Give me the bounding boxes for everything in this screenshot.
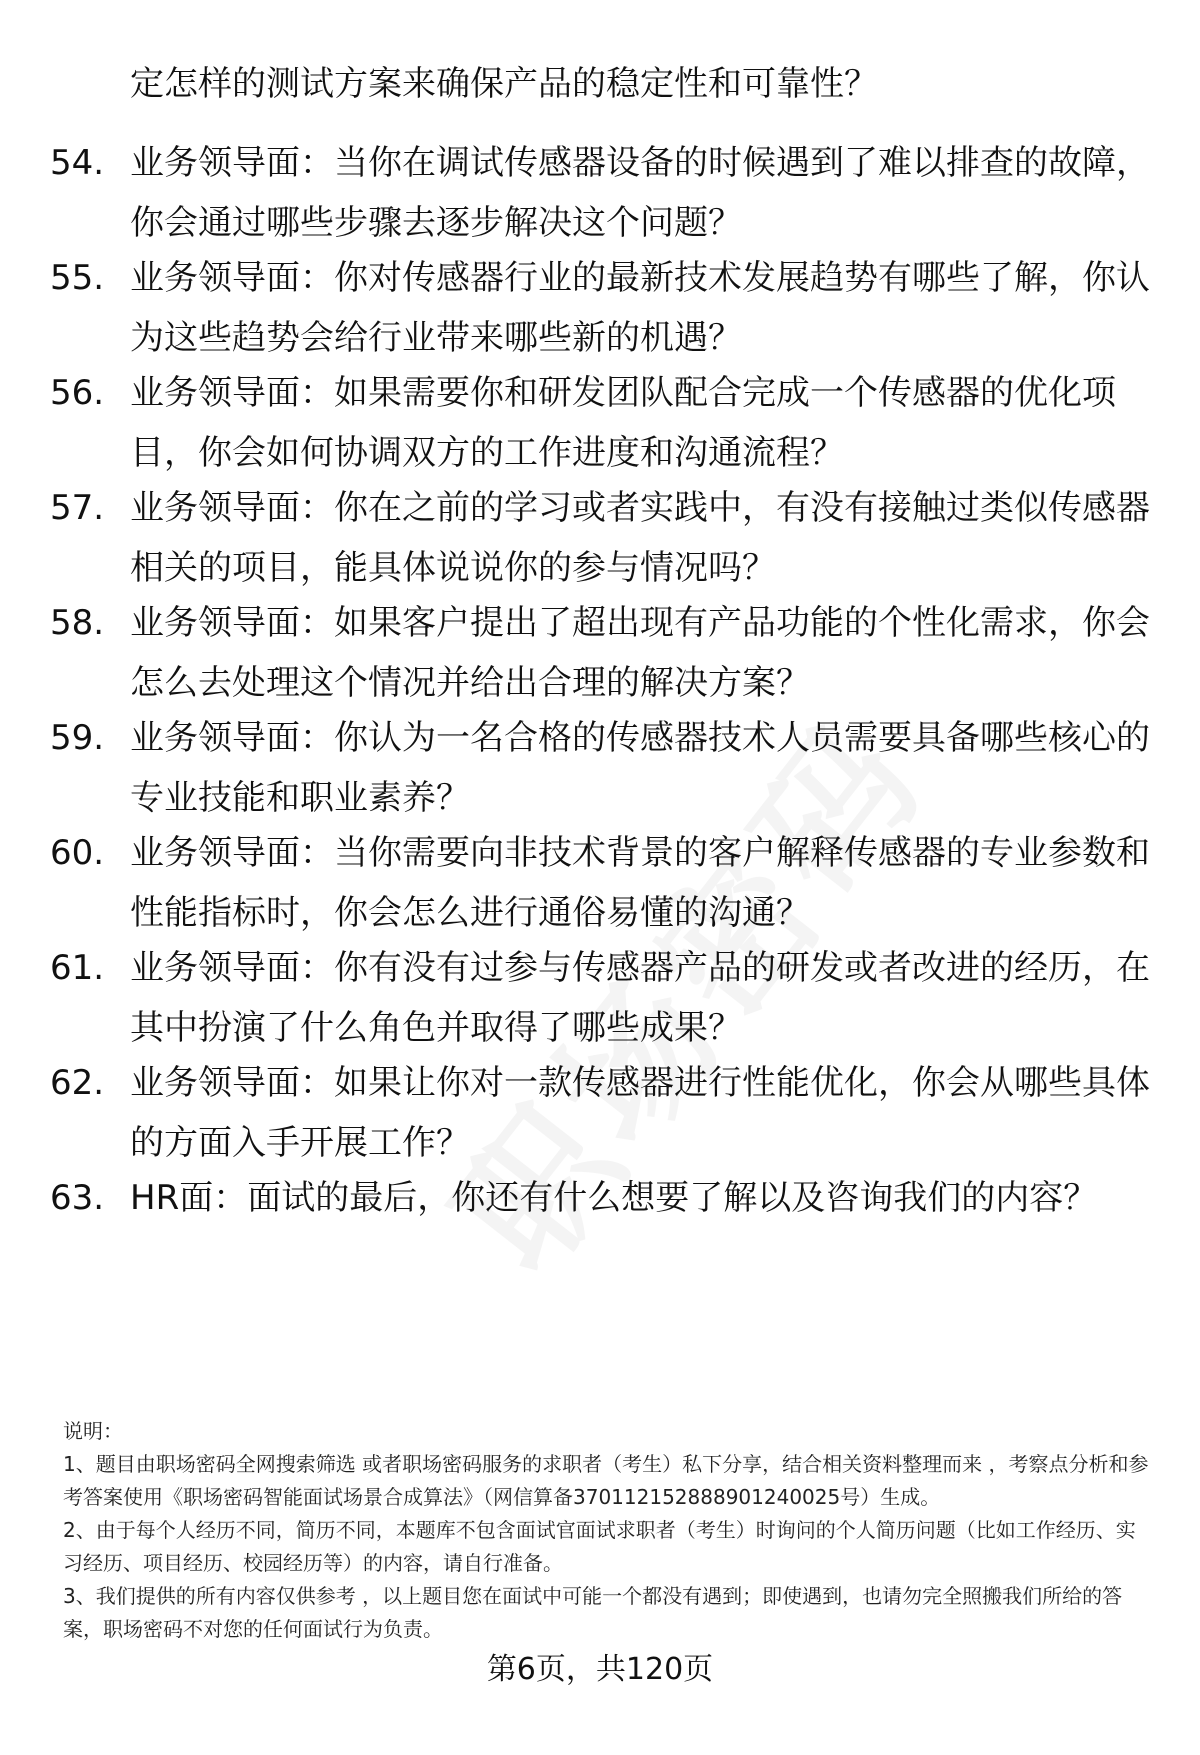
question-item [50,708,1160,828]
question-item [50,133,1160,253]
question-item [50,1168,1160,1228]
page-number: 第6页，共120页 [486,1652,714,1687]
notes-section [63,1415,1153,1646]
question-number: 55. [50,258,105,298]
question-text: 业务领导面：当你需要向非技术背景的客户解释传感器的专业参数和性能指标时，你会怎么进行通俗易懂的沟通？ [130,833,1150,933]
question-number: 61. [50,948,105,988]
question-text: 业务领导面：你认为一名合格的传感器技术人员需要具备哪些核心的专业技能和职业素养？ [130,718,1150,818]
question-number: 60. [50,833,105,873]
question-item [50,1053,1160,1173]
question-item [50,248,1160,368]
question-item [50,823,1160,943]
question-item [50,478,1160,598]
continued-question-text: 定怎样的测试方案来确保产品的稳定性和可靠性？ [130,64,878,104]
note-item: 1、题目由职场密码全网搜索筛选 或者职场密码服务的求职者（考生）私下分享，结合相关资料整理而来 ，考察点分析和参考答案使用《职场密码智能面试场景合成算法》（网信算备370112152888901240025号）生成。 [63,1452,1149,1509]
question-number: 54. [50,143,105,183]
question-number: 63. [50,1178,105,1218]
question-text: 业务领导面：你对传感器行业的最新技术发展趋势有哪些了解，你认为这些趋势会给行业带来哪些新的机遇？ [130,258,1150,358]
notes-heading: 说明： [63,1419,123,1443]
question-item [50,938,1160,1058]
question-number: 56. [50,373,105,413]
question-text: HR面：面试的最后，你还有什么想要了解以及咨询我们的内容？ [130,1178,1098,1218]
question-number: 59. [50,718,105,758]
question-item [50,593,1160,713]
note-item: 3、我们提供的所有内容仅供参考 ，以上题目您在面试中可能一个都没有遇到；即使遇到，也请勿完全照搬我们所给的答案，职场密码不对您的任何面试行为负责。 [63,1584,1123,1641]
question-number: 58. [50,603,105,643]
question-text: 业务领导面：如果客户提出了超出现有产品功能的个性化需求，你会怎么去处理这个情况并给出合理的解决方案？ [130,603,1150,703]
question-text: 业务领导面：你有没有过参与传感器产品的研发或者改进的经历，在其中扮演了什么角色并取得了哪些成果？ [130,948,1150,1048]
question-text: 业务领导面：如果让你对一款传感器进行性能优化，你会从哪些具体的方面入手开展工作？ [130,1063,1150,1163]
note-item: 2、由于每个人经历不同，简历不同，本题库不包含面试官面试求职者（考生）时询问的个人简历问题（比如工作经历、实习经历、项目经历、校园经历等）的内容，请自行准备。 [63,1518,1136,1575]
question-text: 业务领导面：当你在调试传感器设备的时候遇到了难以排查的故障，你会通过哪些步骤去逐步解决这个问题？ [130,143,1150,243]
question-number: 57. [50,488,105,528]
question-text: 业务领导面：你在之前的学习或者实践中，有没有接触过类似传感器相关的项目，能具体说说你的参与情况吗？ [130,488,1150,588]
question-item [50,363,1160,483]
question-number: 62. [50,1063,105,1103]
question-text: 业务领导面：如果需要你和研发团队配合完成一个传感器的优化项目，你会如何协调双方的工作进度和沟通流程？ [130,373,1116,473]
